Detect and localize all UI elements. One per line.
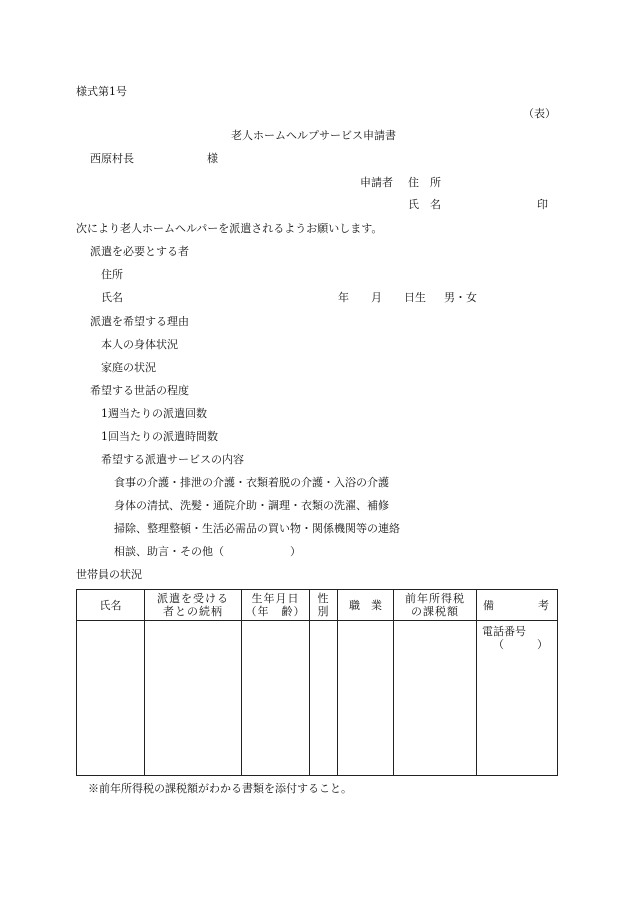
cell-remarks[interactable] — [477, 621, 558, 776]
col-tax: 前年所得税 の課税額 — [394, 590, 477, 621]
cell-tax[interactable] — [394, 621, 477, 776]
request-text: 次により老人ホームヘルパーを派遣されるようお願いします。 — [76, 222, 383, 235]
cell-sex[interactable] — [310, 621, 338, 776]
household-header-row — [77, 590, 558, 621]
addressee-to: 西原村長 — [90, 152, 134, 165]
care-per-visit: 1回当たりの派遣時間数 — [101, 430, 218, 443]
phone-paren: （ ） — [493, 638, 548, 651]
col-occupation: 職 業 — [338, 590, 394, 621]
person-heading: 派遣を必要とする者 — [90, 245, 189, 258]
cell-occupation[interactable] — [338, 621, 394, 776]
person-address-label: 住所 — [101, 268, 123, 281]
phone-label: 電話番号 — [482, 625, 526, 638]
services-heading: 希望する派遣サービスの内容 — [101, 453, 244, 466]
col-sex: 性 別 — [310, 590, 338, 621]
addressee-honorific: 様 — [207, 152, 218, 165]
reason-physical: 本人の身体状況 — [101, 338, 178, 351]
seal-label: 印 — [537, 198, 548, 211]
household-heading: 世帯員の状況 — [76, 568, 142, 581]
page-title: 老人ホームヘルプサービス申請書 — [231, 129, 396, 142]
cell-name[interactable] — [77, 621, 145, 776]
service-item: 掃除、整理整頓・生活必需品の買い物・関係機関等の連絡 — [114, 522, 400, 535]
applicant-name-label: 氏 名 — [408, 198, 441, 211]
applicant-label: 申請者 — [360, 176, 393, 189]
service-item: 身体の清拭、洗髪・通院介助・調理・衣類の洗濯、補修 — [114, 499, 389, 512]
col-birthdate: 生年月日 （年 齢） — [242, 590, 310, 621]
care-per-week: 1週当たりの派遣回数 — [101, 407, 207, 420]
person-name-label: 氏名 — [101, 291, 123, 304]
person-birth: 年 月 日生 — [338, 291, 426, 304]
col-remarks: 備 考 — [477, 590, 558, 621]
col-relation: 派遣を受ける 者との続柄 — [145, 590, 242, 621]
household-body-row — [77, 621, 558, 776]
care-heading: 希望する世話の程度 — [90, 384, 189, 397]
form-number: 様式第1号 — [76, 85, 127, 98]
footnote: ※前年所得税の課税額がわかる書類を添付すること。 — [88, 782, 352, 795]
household-table — [76, 589, 558, 776]
person-sex: 男・女 — [444, 291, 477, 304]
cell-birthdate[interactable] — [242, 621, 310, 776]
service-item: 食事の介護・排泄の介護・衣類着脱の介護・入浴の介護 — [114, 476, 389, 489]
reason-heading: 派遣を希望する理由 — [90, 315, 189, 328]
service-item: 相談、助言・その他（ ） — [114, 545, 301, 558]
cell-relation[interactable] — [145, 621, 242, 776]
side-label: （表） — [523, 107, 556, 120]
applicant-address-label: 住 所 — [408, 176, 441, 189]
col-name: 氏名 — [77, 590, 145, 621]
reason-family: 家庭の状況 — [101, 361, 156, 374]
